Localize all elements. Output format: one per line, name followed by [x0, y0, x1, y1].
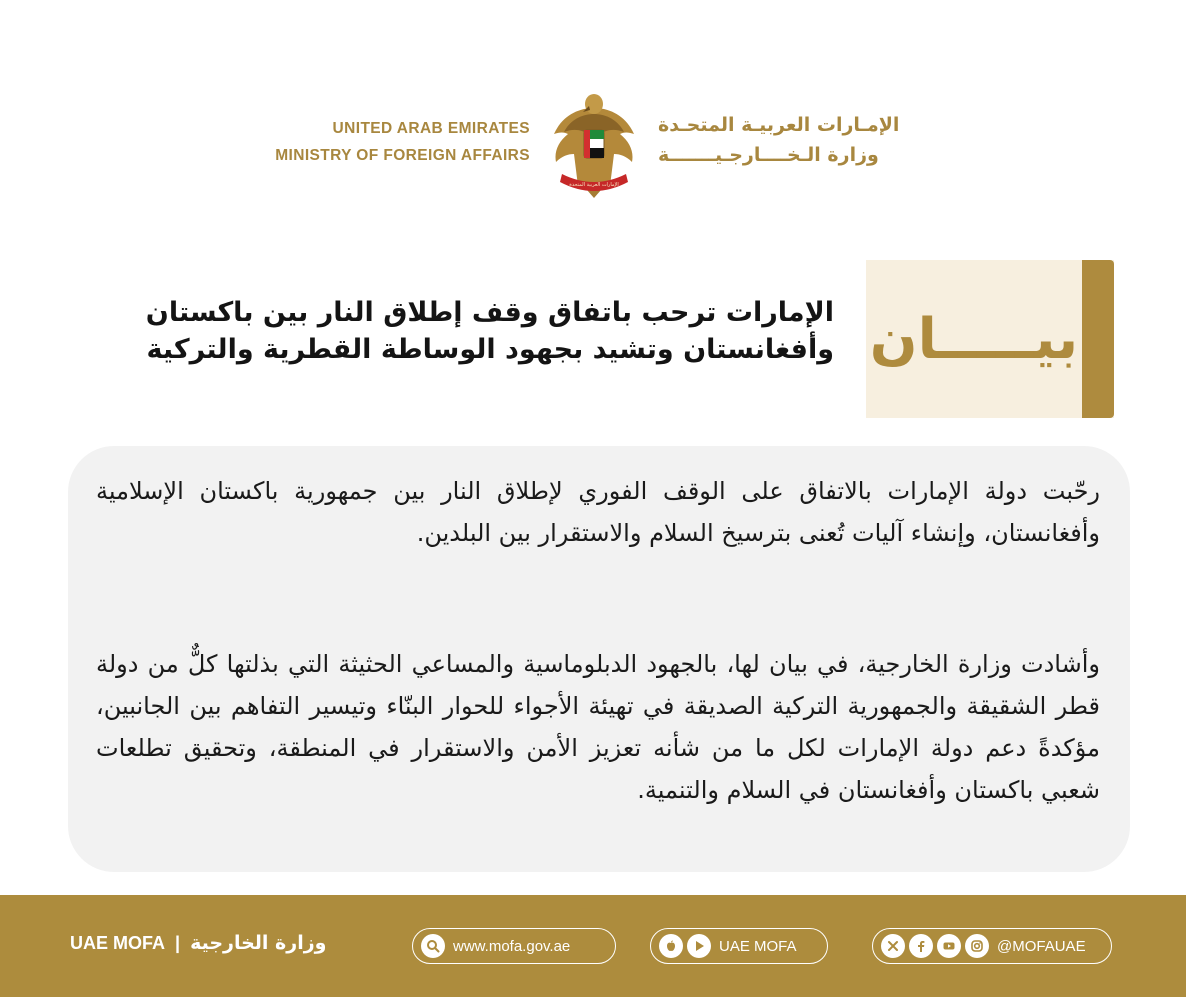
en-country-line: UNITED ARAB EMIRATES	[332, 120, 530, 137]
uae-falcon-emblem-icon	[548, 90, 640, 208]
social-links[interactable]	[872, 928, 1112, 964]
en-ministry-line: MINISTRY OF FOREIGN AFFAIRS	[275, 147, 530, 164]
english-ministry-name	[275, 115, 530, 169]
footer	[0, 895, 1186, 997]
app-label: UAE MOFA	[719, 937, 797, 955]
title-line-2: وأفغانستان وتشيد بجهود الوساطة القطرية والتركية	[146, 334, 834, 365]
statement-badge	[866, 260, 1114, 418]
ar-country-line: الإمـارات العربيـة المتحـدة	[658, 114, 900, 136]
arabic-ministry-name	[658, 110, 899, 170]
app-store-link[interactable]	[650, 928, 828, 964]
footer-brand	[70, 925, 326, 961]
paragraph-2: وأشادت وزارة الخارجية، في بيان لها، بالجهود الدبلوماسية والمساعي الحثيثة التي بذلتها كلٌّ من دولة قطر الشقيقة والجمهورية التركية الصديقة في تهيئة الأجواء للحوار البنّاء وتيسير التفاهم بين الجانبين، مؤكدةً دعم دولة الإمارات لكل ما من شأنه تعزيز الأمن والاستقرار في المنطقة، وتحقيق تطلعات شعبي باكستان وأفغانستان في السلام والتنمية.	[96, 650, 1100, 804]
header	[0, 88, 1186, 218]
paragraph-1: رحّبت دولة الإمارات بالاتفاق على الوقف الفوري لإطلاق النار بين جمهورية باكستان الإسلامية وأفغانستان، وإنشاء آليات تُعنى بترسيخ السلام والاستقرار بين البلدين.	[96, 477, 1100, 547]
website-link[interactable]	[412, 928, 616, 964]
ar-ministry-line: وزارة الـخــــارجـيـــــــة	[658, 144, 879, 166]
brand-separator: |	[175, 932, 181, 953]
app-icons	[659, 934, 711, 958]
apple-icon	[659, 934, 683, 958]
emblem-ribbon-text: الإمارات العربية المتحدة	[569, 182, 619, 188]
youtube-icon[interactable]	[937, 934, 961, 958]
badge-accent-bar	[1082, 260, 1114, 418]
search-icon	[421, 934, 445, 958]
brand-en: UAE MOFA	[70, 932, 166, 953]
social-handle: @MOFAUAE	[997, 937, 1086, 955]
badge-label: بيـــــان	[869, 306, 1079, 372]
title-line-1: الإمارات ترحب باتفاق وقف إطلاق النار بين باكستان	[145, 297, 834, 328]
statement-title	[94, 294, 834, 368]
x-icon[interactable]	[881, 934, 905, 958]
social-icons	[881, 934, 989, 958]
website-url: www.mofa.gov.ae	[453, 937, 571, 955]
instagram-icon[interactable]	[965, 934, 989, 958]
facebook-icon[interactable]	[909, 934, 933, 958]
play-store-icon	[687, 934, 711, 958]
brand-ar: وزارة الخارجية	[190, 932, 327, 954]
